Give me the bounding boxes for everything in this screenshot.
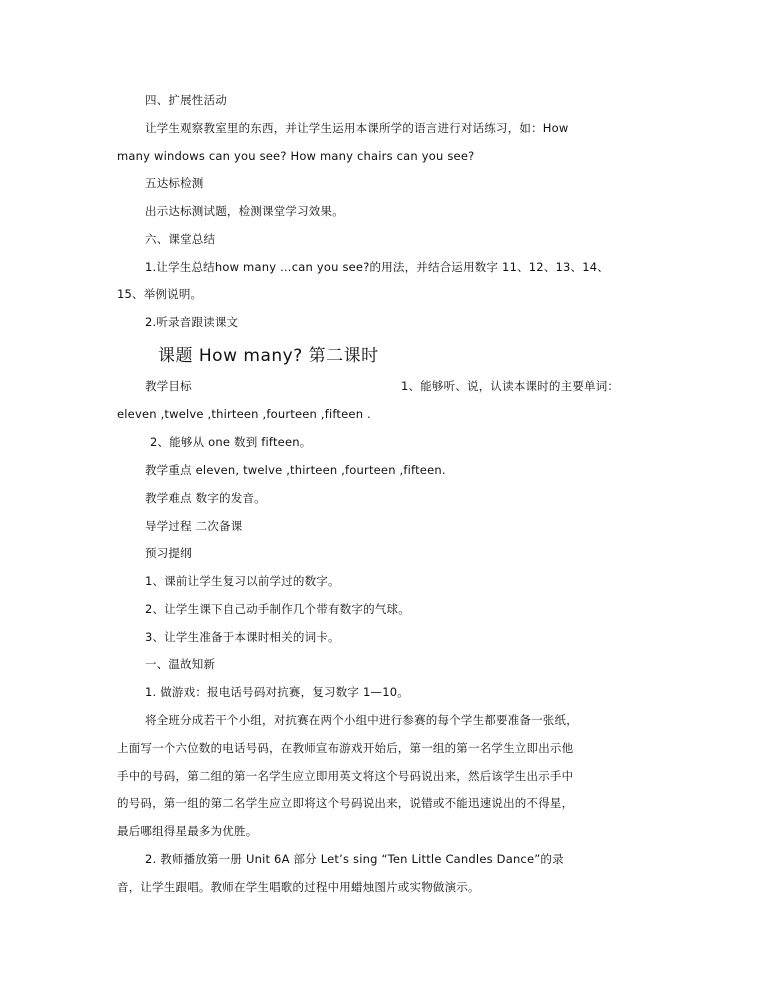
heading-review: 一、温故知新 xyxy=(145,657,216,671)
paragraph-line: 手中的号码，第二组的第一名学生应立即用英文将这个号码说出来，然后该学生出示手中 xyxy=(117,769,574,783)
heading-assessment: 五达标检测 xyxy=(145,176,204,190)
list-item: 1、课前让学生复习以前学过的数字。 xyxy=(145,574,340,588)
paragraph-line: 让学生观察教室里的东西，并让学生运用本课所学的语言进行对话练习，如：How xyxy=(145,121,569,135)
paragraph-line: 2. 教师播放第一册 Unit 6A 部分 Let’s sing “Ten Little Candles Dance”的录 xyxy=(145,852,564,866)
paragraph-line: 上面写一个六位数的电话号码，在教师宣布游戏开始后，第一组的第一名学生立即出示他 xyxy=(117,741,574,755)
vocabulary-list: eleven ,twelve ,thirteen ,fourteen ,fifteen . xyxy=(117,407,371,421)
lesson-title: 课题 How many? 第二课时 xyxy=(158,346,379,366)
paragraph-line: 2.听录音跟读课文 xyxy=(145,315,239,329)
goal-two: 2、能够从 one 数到 fifteen。 xyxy=(150,435,312,449)
paragraph-line: 1.让学生总结how many …can you see?的用法，并结合运用数字 11、12、13、14、 xyxy=(145,260,609,274)
paragraph-line: many windows can you see? How many chairs can you see? xyxy=(117,149,475,163)
paragraph-line: 最后哪组得星最多为优胜。 xyxy=(117,824,258,838)
teaching-difficulty: 教学难点 数字的发音。 xyxy=(145,491,266,505)
heading-extension-activity: 四、扩展性活动 xyxy=(145,93,227,107)
paragraph-line: 15、举例说明。 xyxy=(117,287,203,301)
guided-process: 导学过程 二次备课 xyxy=(145,519,243,533)
paragraph-line: 的号码，第一组的第二名学生应立即将这个号码说出来，说错或不能迅速说出的不得星， xyxy=(117,796,574,810)
list-item: 3、让学生准备于本课时相关的词卡。 xyxy=(145,630,340,644)
paragraph-line: 出示达标测试题，检测课堂学习效果。 xyxy=(145,204,344,218)
paragraph-line: 音，让学生跟唱。教师在学生唱歌的过程中用蜡烛图片或实物做演示。 xyxy=(117,880,480,894)
teaching-focus: 教学重点 eleven, twelve ,thirteen ,fourteen ,fifteen. xyxy=(145,463,446,477)
label-teaching-goals: 教学目标 xyxy=(145,379,192,393)
heading-summary: 六、课堂总结 xyxy=(145,232,216,246)
paragraph-line: 1. 做游戏：报电话号码对抗赛，复习数字 1—10。 xyxy=(145,685,409,699)
preview-outline: 预习提纲 xyxy=(145,546,192,560)
list-item: 2、让学生课下自己动手制作几个带有数字的气球。 xyxy=(145,602,410,616)
goal-one: 1、能够听、说，认读本课时的主要单词： xyxy=(401,379,620,393)
paragraph-line: 将全班分成若干个小组，对抗赛在两个小组中进行参赛的每个学生都要准备一张纸， xyxy=(145,713,578,727)
